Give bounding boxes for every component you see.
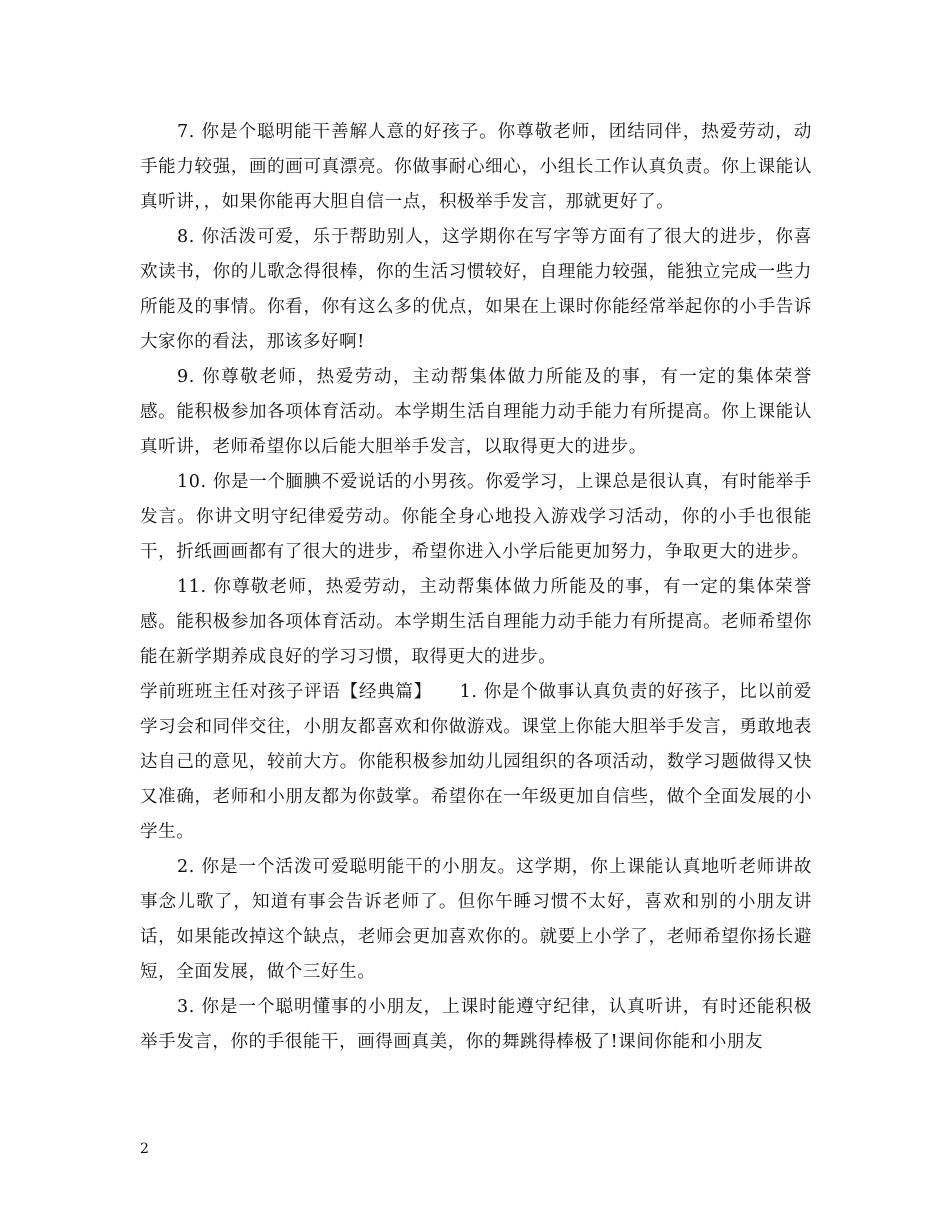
paragraph-2: 2. 你是一个活泼可爱聪明能干的小朋友。这学期，你上课能认真地听老师讲故事念儿歌了，知道有事会告诉老师了。但你午睡习惯不太好，喜欢和别的小朋友讲话，如果能改掉这个缺点，老师会更加喜欢你的。就要上小学了，老师希望你扬长避短，全面发展，做个三好生。 <box>140 857 812 982</box>
section-heading-paragraph-1: 学前班班主任对孩子评语【经典篇】 1. 你是个做事认真负责的好孩子，比以前爱学习会和同伴交往，小朋友都喜欢和你做游戏。课堂上你能大胆举手发言，勇敢地表达自己的意见，较前大方。你能积极参加幼儿园组织的各项活动，数学习题做得又快又准确，老师和小朋友都为你鼓掌。希望你在一年级更加自信些，做个全面发展的小学生。 <box>140 682 812 842</box>
paragraph-11: 11. 你尊敬老师，热爱劳动，主动帮集体做力所能及的事，有一定的集体荣誉感。能积极参加各项体育活动。本学期生活自理能力动手能力有所提高。老师希望你能在新学期养成良好的学习习惯，取得更大的进步。 <box>140 577 812 667</box>
paragraph-10: 10. 你是一个腼腆不爱说话的小男孩。你爱学习，上课总是很认真，有时能举手发言。你讲文明守纪律爱劳动。你能全身心地投入游戏学习活动，你的小手也很能干，折纸画画都有了很大的进步，希望你进入小学后能更加努力，争取更大的进步。 <box>140 472 812 562</box>
paragraph-8: 8. 你活泼可爱，乐于帮助别人，这学期你在写字等方面有了很大的进步，你喜欢读书，你的儿歌念得很棒，你的生活习惯较好，自理能力较强，能独立完成一些力所能及的事情。你看，你有这么多的优点，如果在上课时你能经常举起你的小手告诉大家你的看法，那该多好啊! <box>140 227 812 352</box>
page-number: 2 <box>140 1141 149 1157</box>
paragraph-7: 7. 你是个聪明能干善解人意的好孩子。你尊敬老师，团结同伴，热爱劳动，动手能力较强，画的画可真漂亮。你做事耐心细心，小组长工作认真负责。你上课能认真听讲，，如果你能再大胆自信一点，积极举手发言，那就更好了。 <box>140 122 812 212</box>
paragraph-9: 9. 你尊敬老师，热爱劳动，主动帮集体做力所能及的事，有一定的集体荣誉感。能积极参加各项体育活动。本学期生活自理能力动手能力有所提高。你上课能认真听讲，老师希望你以后能大胆举手发言，以取得更大的进步。 <box>140 367 812 457</box>
paragraph-3: 3. 你是一个聪明懂事的小朋友，上课时能遵守纪律，认真听讲，有时还能积极举手发言，你的手很能干，画得画真美，你的舞跳得棒极了!课间你能和小朋友 <box>140 997 812 1052</box>
document-body <box>140 115 812 1060</box>
